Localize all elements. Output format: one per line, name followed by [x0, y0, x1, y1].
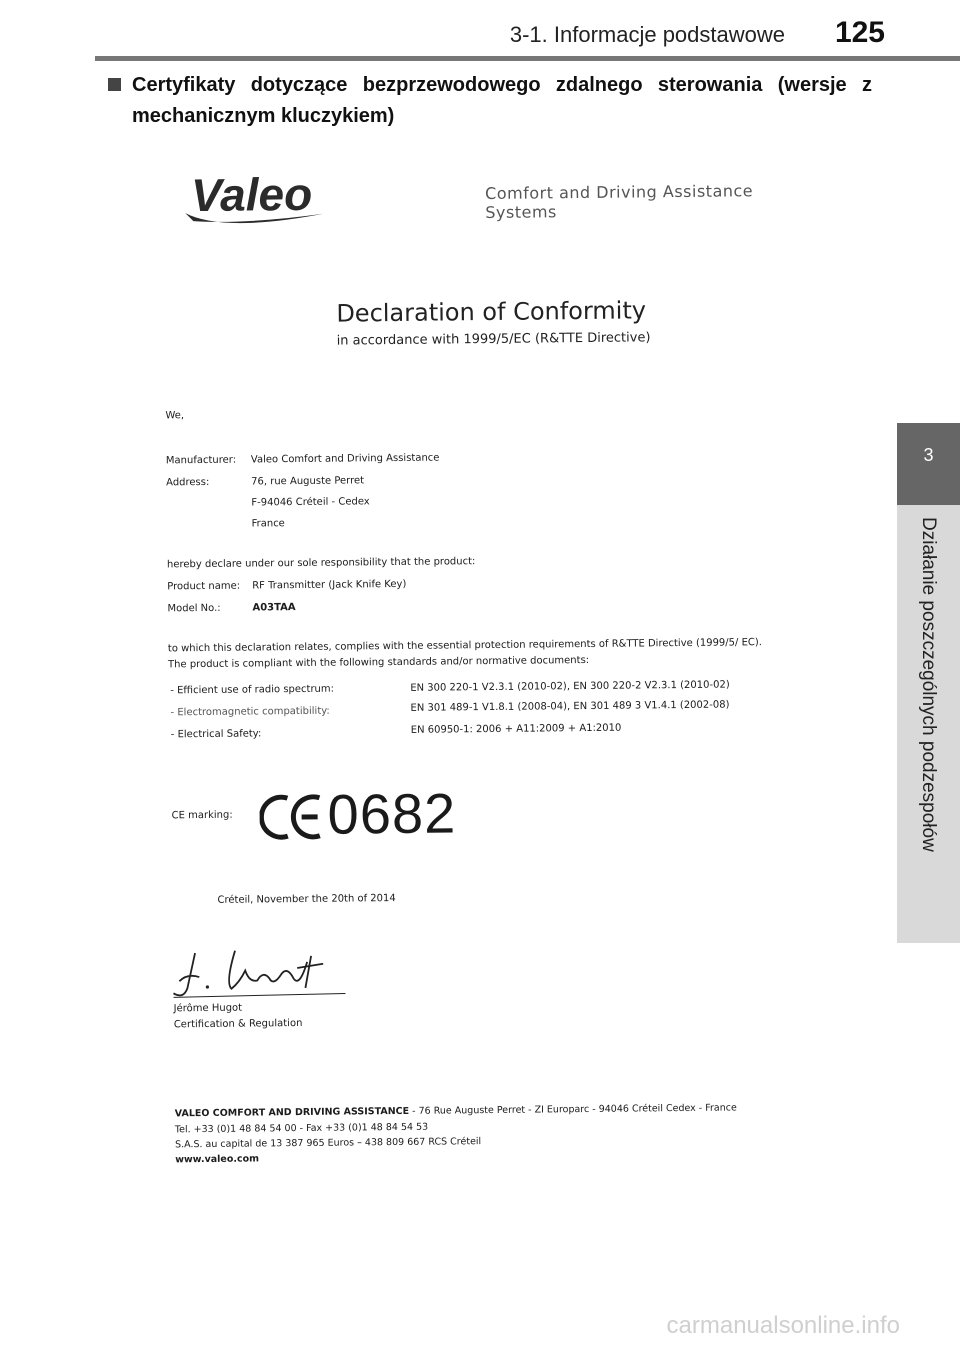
product-label: Product name:: [167, 580, 241, 593]
page-number: 125: [834, 16, 885, 49]
address-label: Address:: [166, 476, 210, 489]
model-value: A03TAA: [252, 602, 296, 614]
compliant-text: The product is compliant with the following standards and/or normative documents:: [167, 654, 590, 671]
address-line: 76, rue Auguste Perret: [251, 475, 365, 488]
relates-text: to which this declaration relates, complies with the essential protection requirements of R&TTE Directive (1999/5/ EC).: [167, 637, 762, 655]
handwritten-signature: [165, 941, 356, 1003]
footer-company-address: - 76 Rue Auguste Perret - ZI Europarc - 94046 Créteil Cedex - France: [409, 1102, 737, 1117]
footer-company: VALEO COMFORT AND DRIVING ASSISTANCE: [174, 1105, 410, 1120]
standard-value: EN 60950-1: 2006 + A11:2009 + A1:2010: [410, 722, 622, 736]
manufacturer-value: Valeo Comfort and Driving Assistance: [250, 452, 440, 466]
manufacturer-row: [166, 453, 440, 467]
standard-value: EN 301 489-1 V1.8.1 (2008-04), EN 301 489 3 V1.4.1 (2002-08): [410, 699, 730, 714]
model-label: Model No.:: [167, 602, 221, 615]
standards-list: [150, 678, 831, 765]
svg-text:Valeo: Valeo: [190, 167, 313, 222]
model-row: [167, 602, 295, 614]
signer-role: Certification & Regulation: [173, 1017, 303, 1031]
footer-capital: S.A.S. au capital de 13 387 965 Euros – 438 809 667 RCS Créteil: [175, 1136, 482, 1151]
footer-website: www.valeo.com: [175, 1153, 260, 1166]
header-section-title: 3-1. Informacje podstawowe: [509, 22, 785, 47]
chapter-label: Działanie poszczególnych podzespołów: [918, 517, 939, 852]
ce-marking-label: CE marking:: [171, 809, 233, 822]
declaration-subtitle: in accordance with 1999/5/EC (R&TTE Directive): [336, 330, 651, 349]
footer-phone: Tel. +33 (0)1 48 84 54 00 - Fax +33 (0)1 48 84 54 53: [174, 1121, 429, 1136]
chapter-label-band: [897, 505, 960, 943]
chapter-tab[interactable]: [897, 423, 960, 505]
section-title: Certyfikaty dotyczące bezprzewodowego zdalnego sterowania (wersje z mechanicznym kluczykiem): [132, 74, 872, 127]
standard-label: - Electrical Safety:: [170, 728, 262, 741]
declaration-title: Declaration of Conformity: [336, 296, 647, 328]
manufacturer-label: Manufacturer:: [165, 454, 237, 467]
footer-company-line: [175, 1102, 737, 1119]
chapter-number: 3: [923, 445, 934, 465]
standard-value: EN 300 220-1 V2.3.1 (2010-02), EN 300 220-2 V2.3.1 (2010-02): [410, 679, 730, 694]
signer-name: Jérôme Hugot: [173, 1002, 243, 1015]
address-line: F-94046 Créteil - Cedex: [251, 496, 370, 509]
product-row: [167, 579, 406, 593]
place-and-date: Créteil, November the 20th of 2014: [217, 893, 396, 906]
ce-mark-icon: [259, 792, 326, 843]
product-value: RF Transmitter (Jack Knife Key): [252, 578, 407, 592]
address-line: France: [251, 518, 285, 530]
standard-label: - Electromagnetic compatibility:: [170, 705, 330, 719]
square-bullet-icon: [108, 78, 121, 91]
declare-text: hereby declare under our sole responsibility that the product:: [166, 556, 476, 571]
standard-label: - Efficient use of radio spectrum:: [170, 683, 335, 697]
notified-body-number: 0682: [327, 781, 457, 846]
address-row: [166, 475, 364, 488]
certificate-scan: [145, 146, 836, 1173]
division-name: Comfort and Driving Assistance Systems: [485, 181, 754, 223]
watermark: carmanualsonline.info: [666, 1312, 900, 1339]
valeo-logo: [183, 162, 334, 234]
we-text: We,: [165, 410, 185, 422]
header-divider: [95, 56, 960, 61]
